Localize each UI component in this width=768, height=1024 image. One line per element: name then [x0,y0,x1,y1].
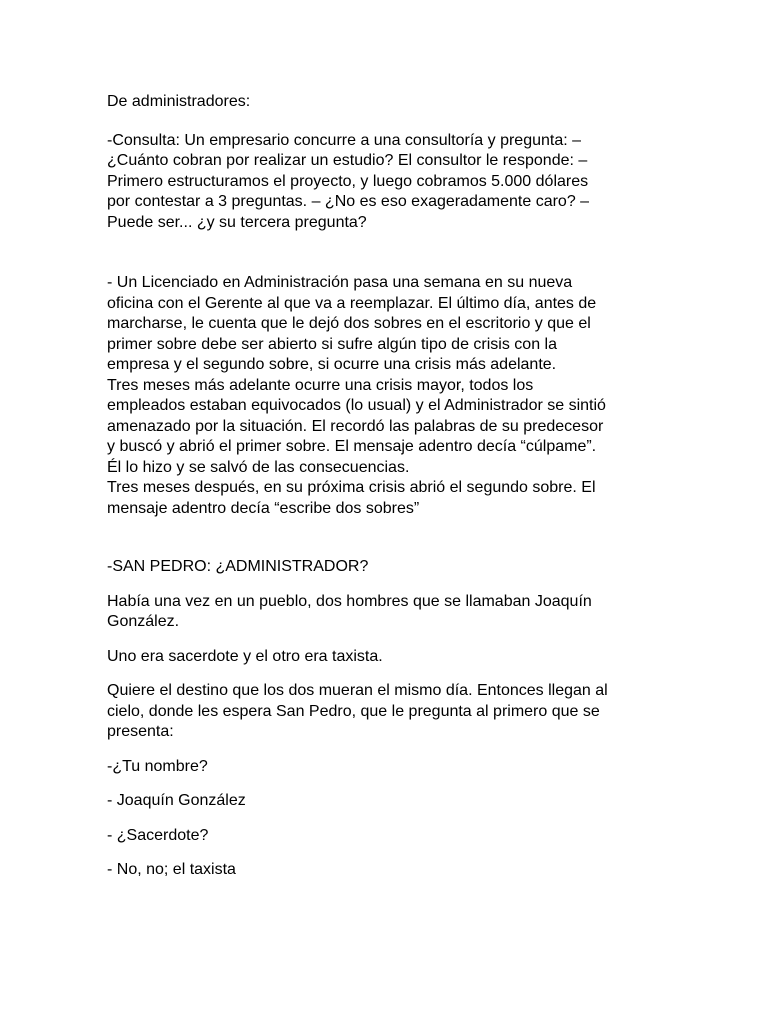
text-line: Puede ser... ¿y su tercera pregunta? [107,213,367,231]
text-line: presenta: [107,723,174,740]
text-line: oficina con el Gerente al que va a reemplazar. El último día, antes de [107,294,597,312]
joke-consulta [107,131,667,234]
text-line: ¿Cuánto cobran por realizar un estudio? El consultor le responde: – [107,152,588,169]
joke-san-pedro-p3 [107,681,667,743]
text-line: Quiere el destino que los dos mueran el mismo día. Entonces llegan al [107,682,608,699]
text-line: Él lo hizo y se salvó de las consecuencias. [107,458,410,476]
dialog-line: -¿Tu nombre? [107,757,208,775]
dialog-line: - No, no; el taxista [107,861,236,878]
text-line: primer sobre debe ser abierto si sufre algún tipo de crisis con la [107,335,557,353]
text-line: por contestar a 3 preguntas. – ¿No es eso exageradamente caro? – [107,193,590,210]
joke-dos-sobres [107,273,667,519]
text-line: cielo, donde les espera San Pedro, que le pregunta al primero que se [107,702,600,720]
dialog-line: - ¿Sacerdote? [107,826,209,844]
text-line: Tres meses más adelante ocurre una crisis mayor, todos los [107,376,534,394]
text-line: marcharse, le cuenta que le dejó dos sobres en el escritorio y que el [107,315,591,332]
text-line: y buscó y abrió el primer sobre. El mensaje adentro decía “cúlpame”. [107,438,597,455]
text-line: -Consulta: Un empresario concurre a una consultoría y pregunta: – [107,131,582,149]
text-line: Primero estructuramos el proyecto, y luego cobramos 5.000 dólares [107,172,589,190]
text-line: empleados estaban equivocados (lo usual) y el Administrador se sintió [107,397,606,414]
joke-san-pedro-title: -SAN PEDRO: ¿ADMINISTRADOR? [107,558,369,575]
text-line: - Un Licenciado en Administración pasa una semana en su nueva [107,274,573,291]
text-line: amenazado por la situación. El recordó las palabras de su predecesor [107,417,604,435]
joke-san-pedro-intro [107,592,667,633]
text-line: mensaje adentro decía “escribe dos sobres” [107,499,420,517]
text-line: Había una vez en un pueblo, dos hombres que se llamaban Joaquín [107,592,592,610]
text-line: González. [107,613,180,630]
dialog-line: - Joaquín González [107,792,246,809]
document-body [107,92,667,881]
document-heading: De administradores: [107,93,251,110]
text-line: empresa y el segundo sobre, si ocurre una crisis más adelante. [107,356,557,373]
text-line: Tres meses después, en su próxima crisis abrió el segundo sobre. El [107,479,596,496]
joke-san-pedro-p2: Uno era sacerdote y el otro era taxista. [107,647,383,665]
